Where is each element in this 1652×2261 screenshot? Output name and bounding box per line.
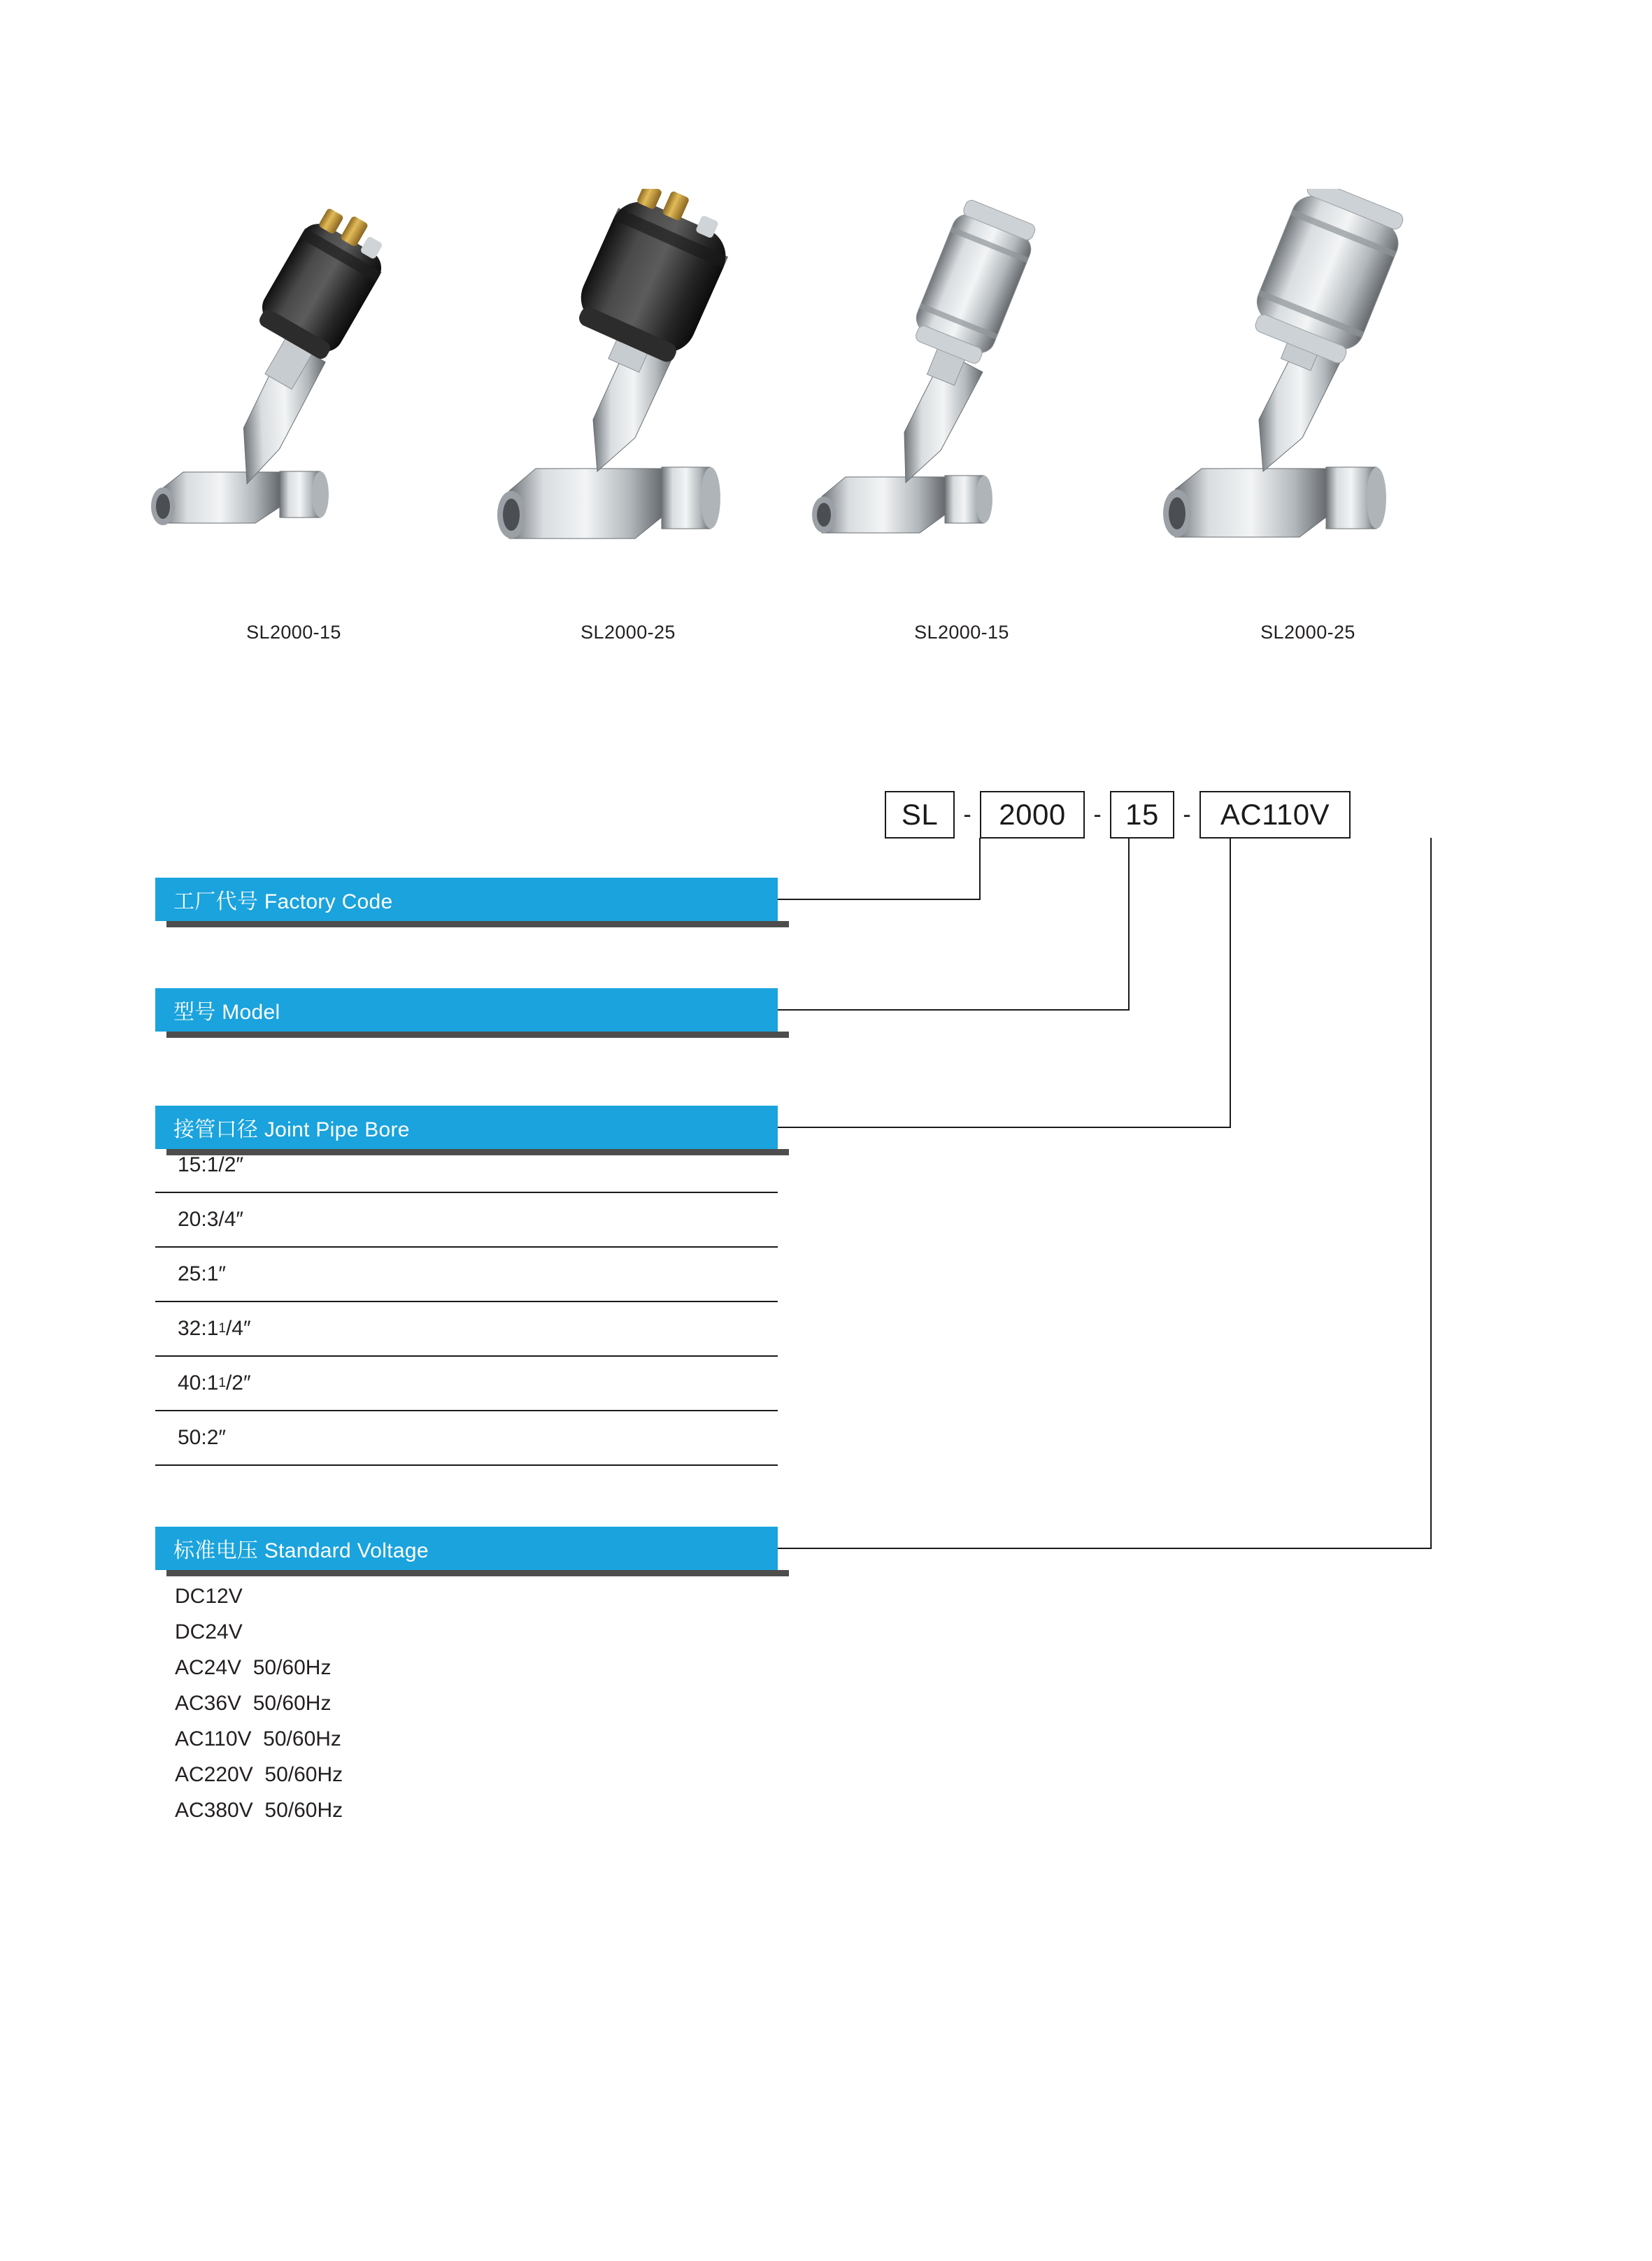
model-code-string <box>885 790 1351 839</box>
product-image-row <box>140 189 1469 643</box>
bore-option-tail: /4″ <box>225 1317 251 1340</box>
voltage-option: DC24V <box>175 1620 243 1643</box>
bore-option <box>155 1248 778 1302</box>
bore-option <box>155 1302 778 1357</box>
voltage-option: AC36V 50/60Hz <box>175 1692 332 1715</box>
legend-joint-pipe-bore: 接管口径 Joint Pipe Bore <box>155 1106 778 1149</box>
product-caption: SL2000-25 <box>1260 622 1355 643</box>
bore-option <box>155 1411 778 1466</box>
code-dash-2: - <box>1093 801 1102 828</box>
valve-illustration-2 <box>474 189 782 580</box>
bore-option-sup: 1 <box>218 1376 226 1390</box>
voltage-option: AC220V 50/60Hz <box>175 1763 343 1786</box>
voltage-option: AC110V 50/60Hz <box>175 1727 341 1750</box>
legend-model-shadow <box>166 1032 789 1038</box>
bore-option-sup: 1 <box>218 1321 226 1336</box>
voltage-option-list <box>175 1578 343 1828</box>
bore-option-label: 25:1″ <box>178 1262 227 1285</box>
connector-model-horizontal <box>778 1009 1130 1011</box>
voltage-option: DC12V <box>175 1585 243 1608</box>
connector-factory-horizontal <box>778 899 981 900</box>
legend-standard-voltage-shadow <box>166 1570 789 1576</box>
product-caption: SL2000-15 <box>914 622 1009 643</box>
product-caption: SL2000-25 <box>581 622 676 643</box>
bore-option-label: 50:2″ <box>178 1426 227 1449</box>
valve-illustration-1 <box>140 189 448 580</box>
bore-option <box>155 1357 778 1411</box>
bore-option-label: 40:1 <box>178 1371 219 1395</box>
bore-option-label: 20:3/4″ <box>178 1208 244 1231</box>
code-dash-3: - <box>1183 801 1191 828</box>
code-box-voltage: AC110V <box>1199 791 1351 839</box>
connector-factory-vertical <box>979 838 981 899</box>
connector-bore-horizontal <box>778 1127 1231 1128</box>
connector-bore-vertical <box>1230 838 1231 1127</box>
code-dash-1: - <box>963 801 971 828</box>
product-cell-1 <box>140 189 448 643</box>
legend-factory-code-shadow <box>166 921 789 927</box>
legend-factory-code: 工厂代号 Factory Code <box>155 878 778 921</box>
product-cell-2 <box>474 189 782 643</box>
code-box-model: 2000 <box>980 791 1085 839</box>
valve-illustration-3 <box>808 189 1116 580</box>
voltage-option: AC380V 50/60Hz <box>175 1799 343 1822</box>
bore-option-tail: /2″ <box>225 1371 251 1395</box>
product-caption: SL2000-15 <box>246 622 341 643</box>
bore-option <box>155 1193 778 1248</box>
product-cell-3 <box>808 189 1116 643</box>
product-cell-4 <box>1154 189 1462 643</box>
connector-model-vertical <box>1128 838 1130 1009</box>
connector-voltage-vertical <box>1430 838 1432 1548</box>
bore-option-label: 15:1/2″ <box>178 1153 244 1176</box>
bore-option <box>155 1139 778 1193</box>
legend-model: 型号 Model <box>155 988 778 1032</box>
code-box-bore: 15 <box>1110 791 1174 839</box>
valve-illustration-4 <box>1154 189 1462 580</box>
code-box-factory: SL <box>885 791 955 839</box>
bore-option-list <box>155 1139 778 1466</box>
connector-voltage-horizontal <box>778 1548 1432 1549</box>
bore-option-label: 32:1 <box>178 1317 219 1340</box>
legend-standard-voltage: 标准电压 Standard Voltage <box>155 1527 778 1570</box>
voltage-option: AC24V 50/60Hz <box>175 1656 332 1679</box>
